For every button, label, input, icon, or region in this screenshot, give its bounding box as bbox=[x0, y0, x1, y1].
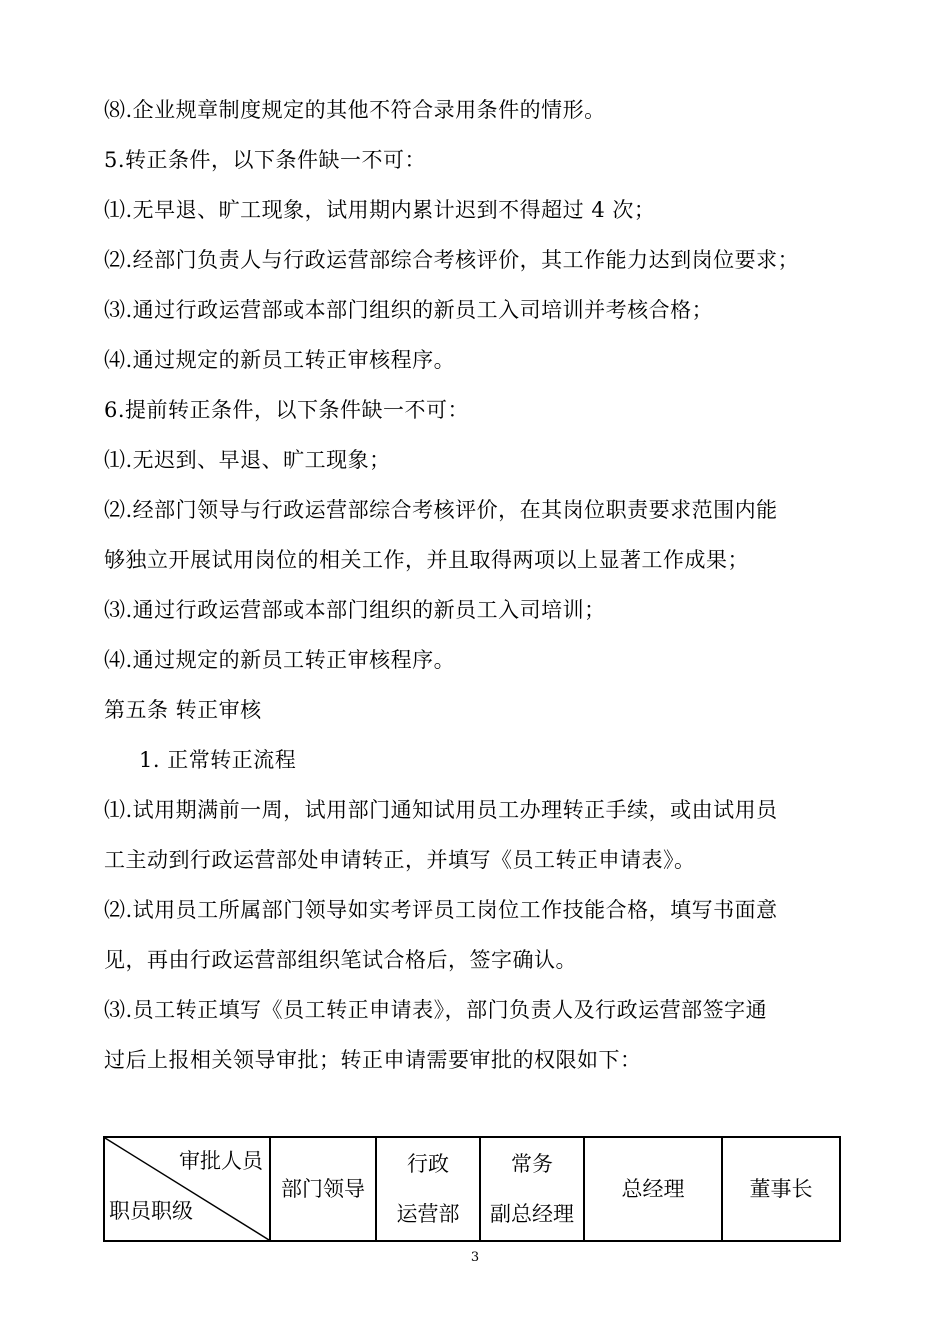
subsection-heading: 1. 正常转正流程 bbox=[139, 748, 297, 772]
header-admin-line1: 行政 bbox=[407, 1152, 449, 1176]
text-line: ⑴.无迟到、早退、旷工现象； bbox=[104, 448, 391, 472]
header-general-manager: 总经理 bbox=[584, 1137, 722, 1241]
section-heading: 第五条 转正审核 bbox=[104, 698, 262, 722]
header-admin-ops bbox=[376, 1137, 480, 1241]
text-line: ⑶.通过行政运营部或本部门组织的新员工入司培训并考核合格； bbox=[104, 298, 714, 322]
header-executive-vp bbox=[480, 1137, 584, 1241]
approval-authority-table bbox=[103, 1136, 841, 1242]
text-line: ⑶.员工转正填写《员工转正申请表》，部门负责人及行政运营部签字通 bbox=[104, 998, 768, 1022]
text-line: 够独立开展试用岗位的相关工作，并且取得两项以上显著工作成果； bbox=[104, 548, 749, 572]
text-line: 6.提前转正条件，以下条件缺一不可： bbox=[104, 398, 470, 422]
text-line: ⑵.试用员工所属部门领导如实考评员工岗位工作技能合格，填写书面意 bbox=[104, 898, 778, 922]
text-line: 工主动到行政运营部处申请转正，并填写《员工转正申请表》。 bbox=[104, 848, 696, 872]
corner-label-rank: 职员职级 bbox=[109, 1199, 193, 1223]
header-dept-leader: 部门领导 bbox=[270, 1137, 376, 1241]
text-line: ⑵.经部门负责人与行政运营部综合考核评价，其工作能力达到岗位要求； bbox=[104, 248, 800, 272]
text-line: ⑶.通过行政运营部或本部门组织的新员工入司培训； bbox=[104, 598, 606, 622]
text-line: 见，再由行政运营部组织笔试合格后，签字确认。 bbox=[104, 948, 577, 972]
text-line: ⑴.无早退、旷工现象，试用期内累计迟到不得超过 4 次； bbox=[104, 198, 656, 222]
text-line: ⑷.通过规定的新员工转正审核程序。 bbox=[104, 648, 456, 672]
text-line: ⑷.通过规定的新员工转正审核程序。 bbox=[104, 348, 456, 372]
corner-label-approver: 审批人员 bbox=[179, 1149, 263, 1173]
header-vp-line2: 副总经理 bbox=[490, 1202, 574, 1226]
page-number: 3 bbox=[470, 1250, 480, 1265]
text-line: 过后上报相关领导审批；转正申请需要审批的权限如下： bbox=[104, 1048, 642, 1072]
text-line: ⑴.试用期满前一周，试用部门通知试用员工办理转正手续，或由试用员 bbox=[104, 798, 778, 822]
text-line: ⑵.经部门领导与行政运营部综合考核评价，在其岗位职责要求范围内能 bbox=[104, 498, 778, 522]
diagonal-header-cell bbox=[104, 1137, 270, 1241]
text-line: ⑻.企业规章制度规定的其他不符合录用条件的情形。 bbox=[104, 98, 606, 122]
header-admin-line2: 运营部 bbox=[396, 1202, 460, 1226]
header-vp-line1: 常务 bbox=[511, 1152, 553, 1176]
text-line: 5.转正条件，以下条件缺一不可： bbox=[104, 148, 427, 172]
header-chairman: 董事长 bbox=[722, 1137, 840, 1241]
table-header-row bbox=[104, 1137, 840, 1241]
